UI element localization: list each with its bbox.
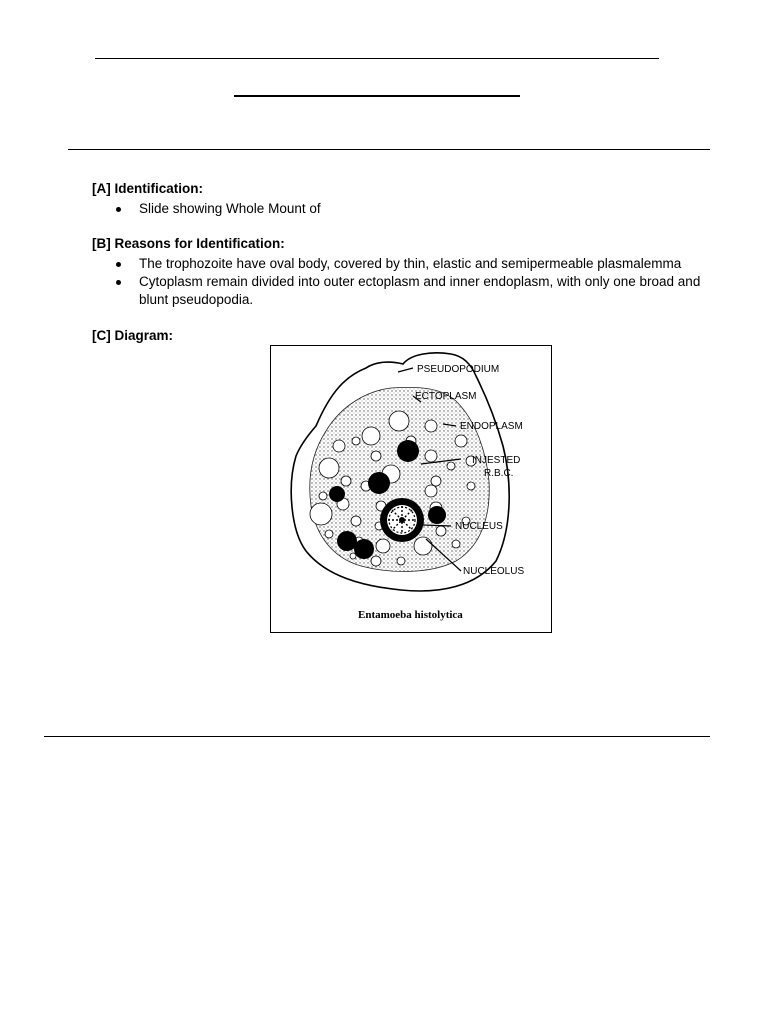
top-rule: [95, 58, 659, 59]
amoeba-figure: [270, 345, 552, 633]
label-nucleolus: NUCLEOLUS: [463, 566, 525, 577]
nucleolus-dot: [399, 517, 405, 523]
identification-list: [92, 200, 321, 218]
figure-caption: Entamoeba histolytica: [358, 609, 463, 621]
footer-divider: [44, 736, 710, 737]
identification-heading: [A] Identification:: [92, 181, 203, 196]
label-ectoplasm: ECTOPLASM: [415, 391, 477, 402]
list-item: The trophozoite have oval body, covered by thin, elastic and semipermeable plasmalemma: [92, 255, 714, 273]
label-pseudopodium: PSEUDOPODIUM: [417, 364, 500, 375]
label-nucleus: NUCLEUS: [455, 521, 503, 532]
title-underline: [234, 95, 520, 97]
list-item: Cytoplasm remain divided into outer ectoplasm and inner endoplasm, with only one broad and blunt pseudopodia.: [92, 273, 714, 309]
header-divider: [68, 149, 710, 150]
reasons-section: [92, 236, 714, 309]
label-rbc: R.B.C.: [484, 468, 514, 479]
reasons-list: [92, 255, 714, 309]
amoeba-diagram: [271, 346, 551, 632]
label-endoplasm: ENDOPLASM: [460, 421, 523, 432]
diagram-heading: [C] Diagram:: [92, 328, 174, 343]
diagram-section: [92, 328, 173, 343]
label-injested: INJESTED: [472, 455, 521, 466]
identification-section: [92, 181, 321, 218]
nucleus: [380, 498, 424, 542]
reasons-heading: [B] Reasons for Identification:: [92, 236, 285, 251]
list-item: Slide showing Whole Mount of: [92, 200, 321, 218]
